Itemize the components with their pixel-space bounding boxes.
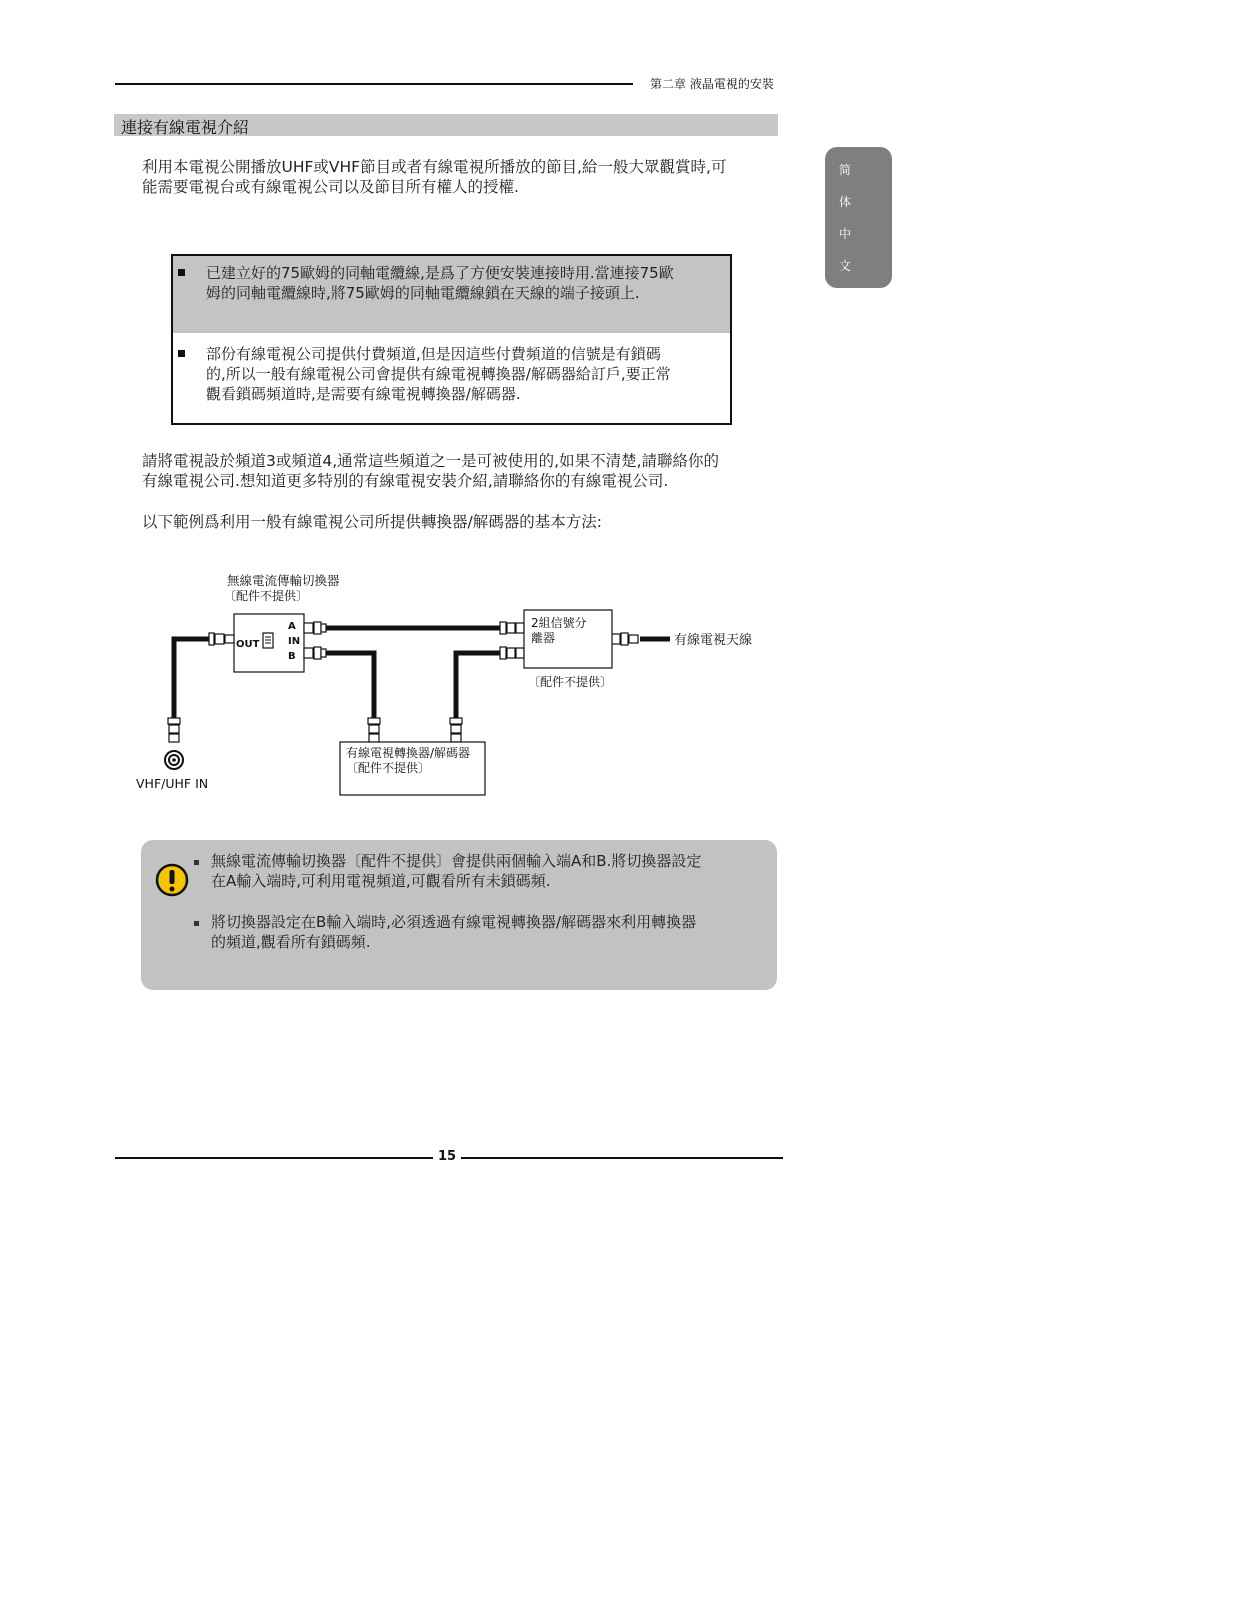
warning-item-2-line-2: 的頻道,觀看所有鎖碼頻. [211,933,371,951]
connector-icon [169,725,179,733]
note-item-2 [206,344,716,404]
splitter-label-line-2: 離器 [531,631,556,645]
switch-in-label: IN [288,636,301,647]
connector-icon [215,634,224,644]
connector-icon [314,647,321,659]
converter-label: 有線電視轉換器/解碼器 [346,746,471,760]
connector-icon [451,725,461,733]
note-item-1 [206,263,716,303]
intro-paragraph [142,157,782,197]
channel-line-1: 請將電視設於頻道3或頻道4,通常這些頻道之一是可被使用的,如果不清楚,請聯絡你的 [142,452,720,470]
cable-switch-to-tv [174,639,209,720]
switch-note: 〔配件不提供〕 [224,589,309,603]
language-tab-char-3: 中 [839,227,852,241]
note-item-1-line-2: 姆的同軸電纜線時,將75歐姆的同軸電纜線鎖在天線的端子接頭上. [206,284,640,302]
language-tab-char-2: 体 [839,195,852,209]
section-title-bar [114,114,778,136]
language-tab-char-4: 文 [839,259,852,273]
channel-line-2: 有線電視公司.想知道更多特別的有線電視安裝介紹,請聯絡你的有線電視公司. [142,472,669,490]
connector-icon [225,635,234,643]
tv-antenna-jack-icon [165,751,183,769]
connector-icon [304,623,313,633]
connector-icon [450,718,462,724]
connector-icon [168,718,180,724]
warning-item-2 [211,912,771,952]
connector-icon [169,734,179,742]
footer-rule-left [115,1157,433,1159]
intro-line-2: 能需要電視台或有線電視公司以及節目所有權人的授權. [142,178,519,196]
connector-icon [451,734,461,742]
page-number: 15 [437,1149,457,1164]
warning-item-1-line-2: 在A輸入端時,可利用電視頻道,可觀看所有未鎖碼頻. [211,872,551,890]
method-line-1: 以下範例爲利用一般有線電視公司所提供轉換器/解碼器的基本方法: [142,513,602,531]
section-title: 連接有線電視介紹 [121,118,250,137]
switch-b-label: B [288,651,296,662]
cable-splitter-to-converter [456,653,506,720]
bullet-icon [194,860,199,865]
note-item-1-line-1: 已建立好的75歐姆的同軸電纜線,是爲了方便安裝連接時用.當連接75歐 [206,264,674,282]
connector-icon [321,624,326,632]
chapter-title: 第二章 液晶電視的安裝 [650,77,774,91]
warning-item-1 [211,851,771,891]
connector-icon [516,623,524,633]
language-tab-char-1: 简 [839,163,852,177]
tv-input-label: VHF/UHF IN [136,776,209,791]
note-box [171,254,732,425]
warning-icon [155,863,189,897]
converter-note: 〔配件不提供〕 [346,761,431,775]
switch-out-label: OUT [236,639,260,650]
switch-a-label: A [288,621,296,632]
warning-item-2-line-1: 將切換器設定在B輸入端時,必須透過有線電視轉換器/解碼器來利用轉換器 [211,913,697,931]
warning-item-1-line-1: 無線電流傳輸切換器〔配件不提供〕會提供兩個輸入端A和B.將切換器設定 [211,852,702,870]
connector-icon [621,633,628,645]
connector-icon [500,647,506,659]
note-item-2-line-1: 部份有線電視公司提供付費頻道,但是因這些付費頻道的信號是有鎖碼 [206,345,661,363]
bullet-icon [178,269,185,276]
channel-paragraph [142,451,792,491]
connector-icon [507,623,515,633]
cable-switch-b-to-converter [326,653,374,720]
connector-icon [304,648,313,658]
connector-icon [314,622,321,634]
cable-antenna-label: 有線電視天線 [674,633,753,648]
connector-icon [321,649,326,657]
splitter-label-line-1: 2組信號分 [531,616,587,630]
connector-icon [500,622,506,634]
connector-icon [368,718,380,724]
header-rule [115,83,633,85]
connector-icon [629,635,638,643]
connector-icon [369,734,379,742]
splitter-note: 〔配件不提供〕 [528,675,613,689]
note-item-2-line-2: 的,所以一般有線電視公司會提供有線電視轉換器/解碼器給訂戶,要正常 [206,365,671,383]
connection-diagram [130,570,770,820]
switch-label: 無線電流傳輸切換器 [227,573,340,588]
connector-icon [516,648,524,658]
language-tab [825,147,892,288]
note-item-2-line-3: 觀看鎖碼頻道時,是需要有線電視轉換器/解碼器. [206,385,521,403]
connector-icon [507,648,515,658]
connector-icon [369,725,379,733]
connector-icon [209,633,214,645]
intro-line-1: 利用本電視公開播放UHF或VHF節目或者有線電視所播放的節目,給一般大眾觀賞時,可 [142,158,727,176]
footer-rule-right [461,1157,783,1159]
bullet-icon [194,921,199,926]
bullet-icon [178,350,185,357]
method-paragraph [142,512,782,532]
